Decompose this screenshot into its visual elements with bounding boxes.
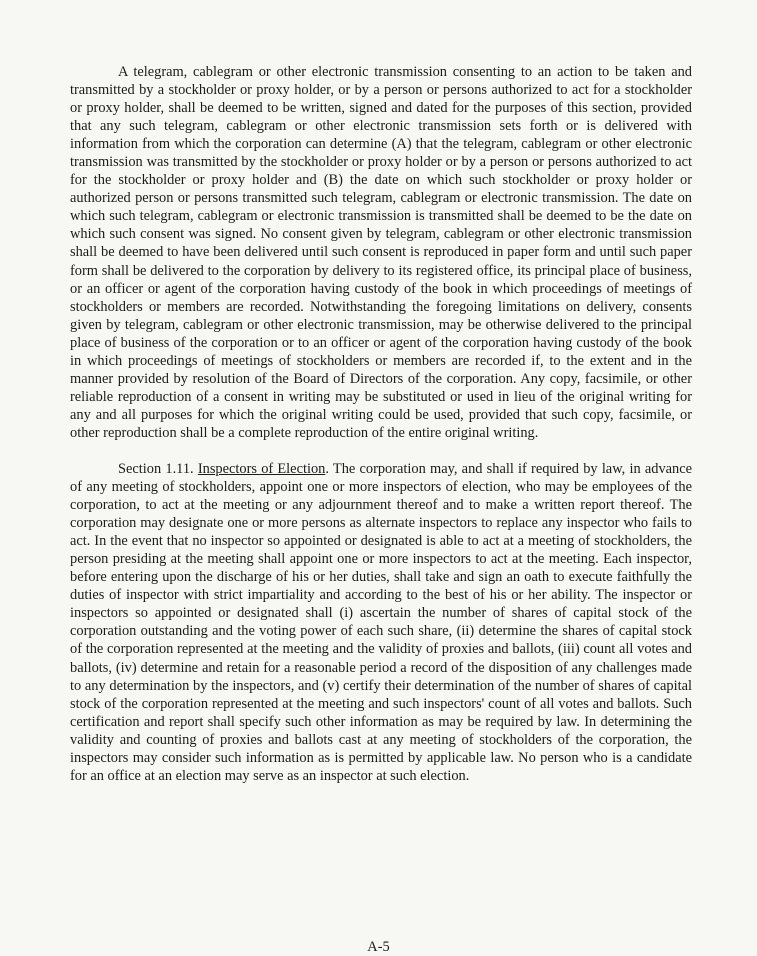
- section-body: . The corporation may, and shall if required by law, in advance of any meeting of stockholders, appoint one or more inspectors of election, who may be employees of the corporation, to act at the meeting or any adjournment thereof and to make a written report thereof. The corporation may designate one or more persons as alternate inspectors to replace any inspector who fails to act. In the event that no inspector so appointed or designated is able to act at a meeting of stockholders, the person presiding at the meeting shall appoint one or more inspectors to act at the meeting. Each inspector, before entering upon the discharge of his or her duties, shall take and sign an oath to execute faithfully the duties of inspector with strict impartiality and according to the best of his or her ability. The inspector or inspectors so appointed or designated shall (i) ascertain the number of shares of capital stock of the corporation outstanding and the voting power of each such share, (ii) determine the shares of capital stock of the corporation represented at the meeting and the validity of proxies and ballots, (iii) count all votes and ballots, (iv) determine and retain for a reasonable period a record of the disposition of any challenges made to any determination by the inspectors, and (v) certify their determination of the number of shares of capital stock of the corporation represented at the meeting and such inspectors' count of all votes and ballots. Such certification and report shall specify such other information as may be required by law. In determining the validity and counting of proxies and ballots cast at any meeting of stockholders of the corporation, the inspectors may consider such information as is permitted by applicable law. No person who is a candidate for an office at an election may serve as an inspector at such election.: [70, 460, 693, 784]
- section-number: Section 1.11.: [118, 460, 194, 477]
- section-title: Inspectors of Election: [197, 460, 326, 477]
- document-body: [70, 63, 692, 785]
- paragraph-electronic-transmission-consent: A telegram, cablegram or other electronic transmission consenting to an action to be taken and transmitted by a stockholder or proxy holder, or by a person or persons authorized to act for a stockholder or proxy holder, shall be deemed to be written, signed and dated for the purposes of this section, provided that any such telegram, cablegram or other electronic transmission sets forth or is delivered with information from which the corporation can determine (A) that the telegram, cablegram or other electronic transmission was transmitted by the stockholder or proxy holder or by a person or persons authorized to act for the stockholder or proxy holder and (B) the date on which such stockholder or proxy holder or authorized person or persons transmitted such telegram, cablegram or electronic transmission. The date on which such telegram, cablegram or electronic transmission is transmitted shall be deemed to be the date on which such consent was signed. No consent given by telegram, cablegram or other electronic transmission shall be deemed to have been delivered until such consent is reproduced in paper form and until such paper form shall be delivered to the corporation by delivery to its registered office, its principal place of business, or an officer or agent of the corporation having custody of the book in which proceedings of meetings of stockholders or members are recorded. Notwithstanding the foregoing limitations on delivery, consents given by telegram, cablegram or other electronic transmission, may be otherwise delivered to the principal place of business of the corporation or to an officer or agent of the corporation having custody of the book in which proceedings of meetings of stockholders or members are recorded if, to the extent and in the manner provided by resolution of the Board of Directors of the corporation. Any copy, facsimile, or other reliable reproduction of a consent in writing may be substituted or used in lieu of the original writing for any and all purposes for which the original writing could be used, provided that such copy, facsimile, or other reproduction shall be a complete reproduction of the entire original writing.: [70, 64, 692, 441]
- page-number: A-5: [367, 939, 390, 955]
- section-1-11-paragraph: [70, 460, 692, 785]
